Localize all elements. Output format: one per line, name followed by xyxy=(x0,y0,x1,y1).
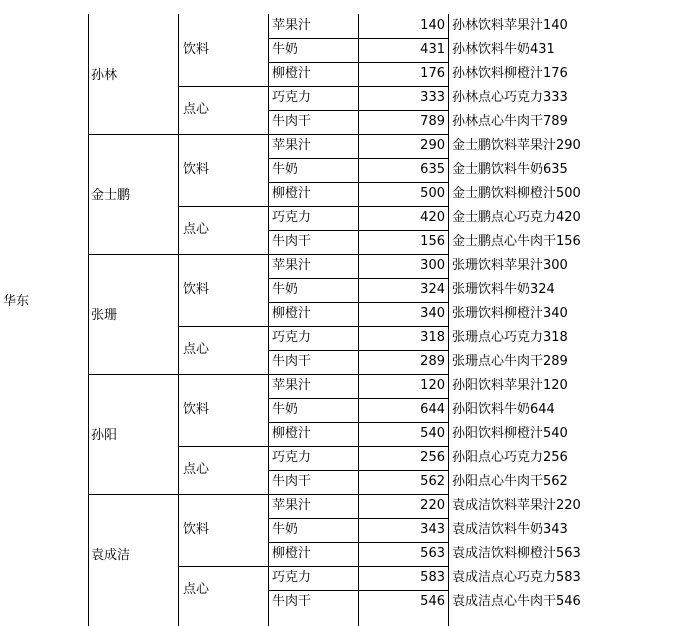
product-cell[interactable]: 牛奶 xyxy=(272,162,299,177)
product-cell[interactable]: 牛奶 xyxy=(272,522,299,537)
concat-cell[interactable]: 孙阳点心牛肉干562 xyxy=(452,474,568,489)
category-cell[interactable]: 饮料 xyxy=(183,162,210,177)
product-cell[interactable]: 牛奶 xyxy=(272,402,299,417)
concat-cell[interactable]: 张珊饮料牛奶324 xyxy=(452,282,555,297)
category-cell[interactable]: 饮料 xyxy=(183,402,210,417)
category-cell[interactable]: 饮料 xyxy=(183,42,210,57)
product-cell[interactable]: 牛肉干 xyxy=(272,234,312,249)
concat-cell[interactable]: 袁成洁点心牛肉干546 xyxy=(452,594,581,609)
value-cell[interactable]: 333 xyxy=(420,90,445,105)
value-cell[interactable]: 220 xyxy=(420,498,445,513)
concat-cell[interactable]: 张珊饮料苹果汁300 xyxy=(452,258,568,273)
value-cell[interactable]: 176 xyxy=(420,66,445,81)
concat-cell[interactable]: 孙林饮料苹果汁140 xyxy=(452,18,568,33)
concat-cell[interactable]: 袁成洁饮料牛奶343 xyxy=(452,522,568,537)
product-cell[interactable]: 苹果汁 xyxy=(272,18,312,33)
concat-cell[interactable]: 孙林饮料柳橙汁176 xyxy=(452,66,568,81)
category-cell[interactable]: 点心 xyxy=(183,102,210,117)
product-cell[interactable]: 巧克力 xyxy=(272,90,312,105)
value-cell[interactable]: 156 xyxy=(420,234,445,249)
concat-cell[interactable]: 孙阳饮料柳橙汁540 xyxy=(452,426,568,441)
value-cell[interactable]: 583 xyxy=(420,570,445,585)
concat-cell[interactable]: 孙阳饮料牛奶644 xyxy=(452,402,555,417)
value-cell[interactable]: 789 xyxy=(420,114,445,129)
value-cell[interactable]: 324 xyxy=(420,282,445,297)
category-cell[interactable]: 点心 xyxy=(183,582,210,597)
product-cell[interactable]: 牛肉干 xyxy=(272,354,312,369)
product-cell[interactable]: 牛肉干 xyxy=(272,474,312,489)
product-cell[interactable]: 苹果汁 xyxy=(272,378,312,393)
product-cell[interactable]: 巧克力 xyxy=(272,210,312,225)
concat-cell[interactable]: 金士鹏饮料柳橙汁500 xyxy=(452,186,581,201)
product-cell[interactable]: 牛奶 xyxy=(272,282,299,297)
value-cell[interactable]: 256 xyxy=(420,450,445,465)
product-cell[interactable]: 苹果汁 xyxy=(272,498,312,513)
concat-cell[interactable]: 张珊点心牛肉干289 xyxy=(452,354,568,369)
concat-cell[interactable]: 金士鹏饮料苹果汁290 xyxy=(452,138,581,153)
product-cell[interactable]: 牛肉干 xyxy=(272,114,312,129)
value-cell[interactable]: 635 xyxy=(420,162,445,177)
product-cell[interactable]: 苹果汁 xyxy=(272,258,312,273)
concat-cell[interactable]: 孙阳饮料苹果汁120 xyxy=(452,378,568,393)
concat-cell[interactable]: 孙林点心牛肉干789 xyxy=(452,114,568,129)
concat-cell[interactable]: 袁成洁饮料柳橙汁563 xyxy=(452,546,581,561)
category-cell[interactable]: 点心 xyxy=(183,462,210,477)
concat-cell[interactable]: 金士鹏点心牛肉干156 xyxy=(452,234,581,249)
product-cell[interactable]: 柳橙汁 xyxy=(272,426,312,441)
value-cell[interactable]: 420 xyxy=(420,210,445,225)
value-cell[interactable]: 289 xyxy=(420,354,445,369)
concat-cell[interactable]: 孙林饮料牛奶431 xyxy=(452,42,555,57)
product-cell[interactable]: 柳橙汁 xyxy=(272,66,312,81)
value-cell[interactable]: 644 xyxy=(420,402,445,417)
product-cell[interactable]: 巧克力 xyxy=(272,450,312,465)
region-cell[interactable]: 华东 xyxy=(3,294,30,309)
salesperson-cell[interactable]: 袁成洁 xyxy=(91,548,131,563)
value-cell[interactable]: 431 xyxy=(420,42,445,57)
value-cell[interactable]: 563 xyxy=(420,546,445,561)
category-cell[interactable]: 饮料 xyxy=(183,522,210,537)
value-cell[interactable]: 500 xyxy=(420,186,445,201)
category-cell[interactable]: 点心 xyxy=(183,222,210,237)
product-cell[interactable]: 柳橙汁 xyxy=(272,186,312,201)
salesperson-cell[interactable]: 孙阳 xyxy=(91,428,118,443)
value-cell[interactable]: 318 xyxy=(420,330,445,345)
category-cell[interactable]: 饮料 xyxy=(183,282,210,297)
concat-cell[interactable]: 张珊点心巧克力318 xyxy=(452,330,568,345)
concat-cell[interactable]: 袁成洁点心巧克力583 xyxy=(452,570,581,585)
product-cell[interactable]: 柳橙汁 xyxy=(272,546,312,561)
value-cell[interactable]: 562 xyxy=(420,474,445,489)
salesperson-cell[interactable]: 张珊 xyxy=(91,308,118,323)
concat-cell[interactable]: 张珊饮料柳橙汁340 xyxy=(452,306,568,321)
product-cell[interactable]: 苹果汁 xyxy=(272,138,312,153)
product-cell[interactable]: 牛奶 xyxy=(272,42,299,57)
product-cell[interactable]: 柳橙汁 xyxy=(272,306,312,321)
value-cell[interactable]: 140 xyxy=(420,18,445,33)
value-cell[interactable]: 540 xyxy=(420,426,445,441)
concat-cell[interactable]: 孙阳点心巧克力256 xyxy=(452,450,568,465)
concat-cell[interactable]: 金士鹏饮料牛奶635 xyxy=(452,162,568,177)
value-cell[interactable]: 290 xyxy=(420,138,445,153)
value-cell[interactable]: 340 xyxy=(420,306,445,321)
product-cell[interactable]: 巧克力 xyxy=(272,330,312,345)
product-cell[interactable]: 巧克力 xyxy=(272,570,312,585)
concat-cell[interactable]: 袁成洁饮料苹果汁220 xyxy=(452,498,581,513)
value-cell[interactable]: 343 xyxy=(420,522,445,537)
category-cell[interactable]: 点心 xyxy=(183,342,210,357)
value-cell[interactable]: 546 xyxy=(420,594,445,609)
salesperson-cell[interactable]: 金士鹏 xyxy=(91,188,131,203)
value-cell[interactable]: 120 xyxy=(420,378,445,393)
value-cell[interactable]: 300 xyxy=(420,258,445,273)
concat-cell[interactable]: 孙林点心巧克力333 xyxy=(452,90,568,105)
concat-cell[interactable]: 金士鹏点心巧克力420 xyxy=(452,210,581,225)
salesperson-cell[interactable]: 孙林 xyxy=(91,68,118,83)
product-cell[interactable]: 牛肉干 xyxy=(272,594,312,609)
